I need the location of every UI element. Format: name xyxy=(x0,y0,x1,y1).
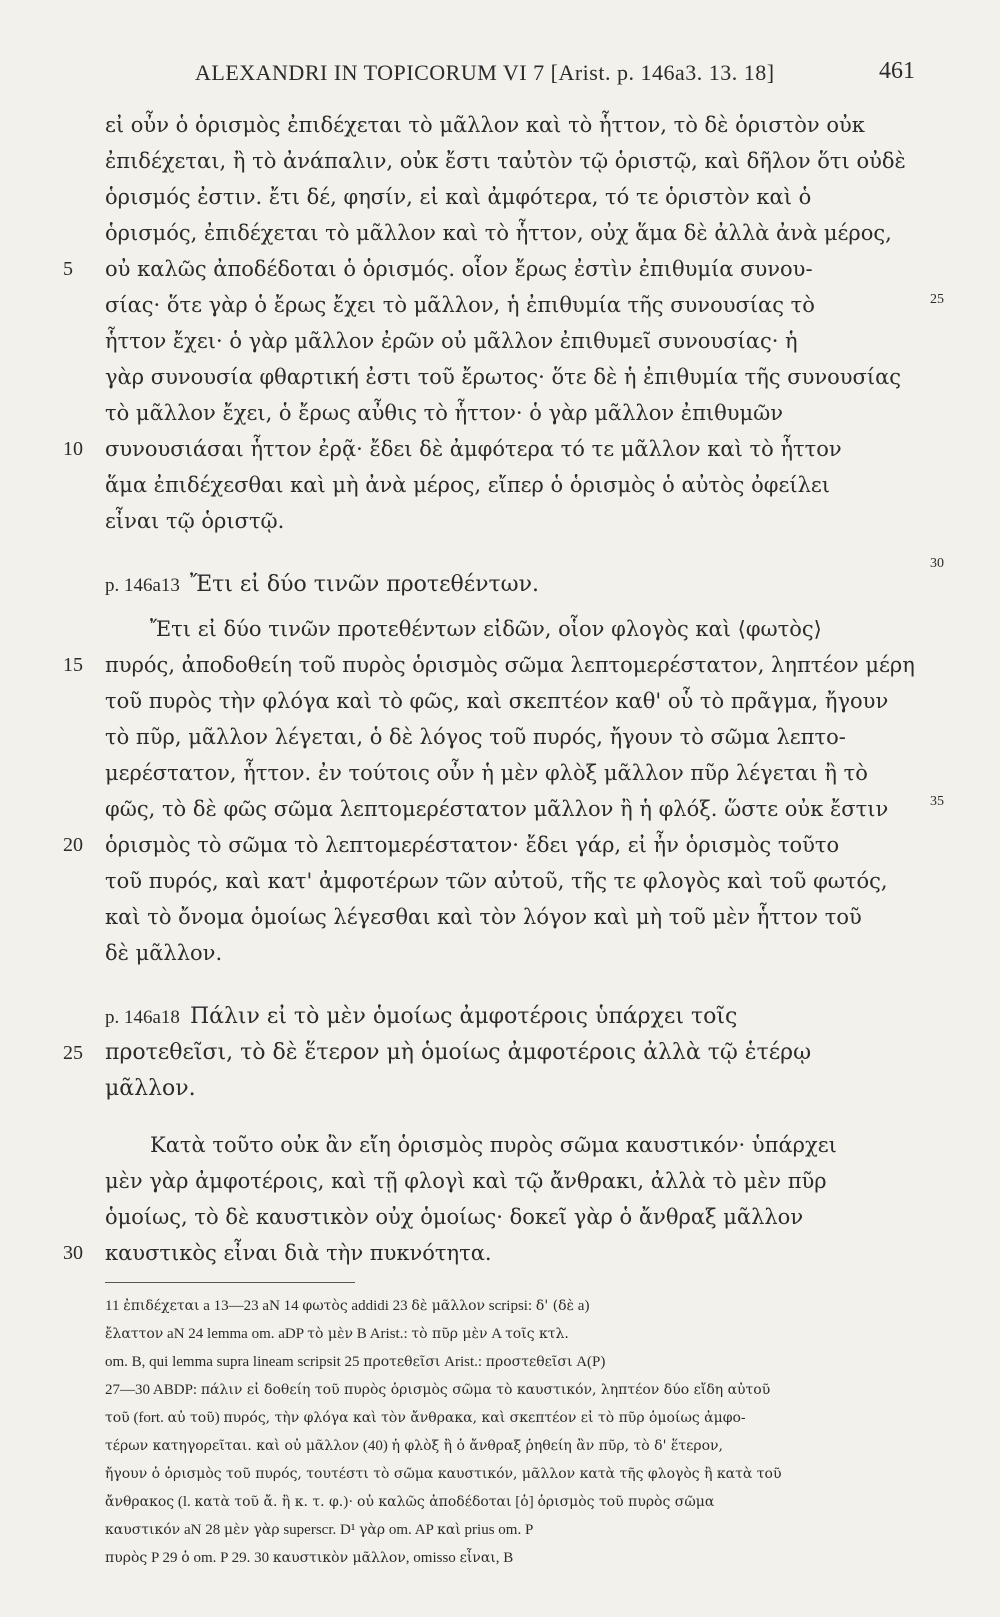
lemma-continuation: προτεθεῖσι, τὸ δὲ ἕτερον μὴ ὁμοίως ἀμφοτέροις ἀλλὰ τῷ ἑτέρῳ xyxy=(105,1040,812,1065)
text-line: ἐπιδέχεται, ἢ τὸ ἀνάπαλιν, οὐκ ἔστι ταὐτὸν τῷ ὁριστῷ, καὶ δῆλον ὅτι οὐδὲ xyxy=(105,149,906,173)
text-line: μὲν γὰρ ἀμφοτέροις, καὶ τῇ φλογὶ καὶ τῷ ἄνθρακι, ἀλλὰ τὸ μὲν πῦρ xyxy=(105,1169,827,1193)
running-title: ALEXANDRI IN TOPICORUM VI 7 [Arist. p. 146a3. 13. 18] xyxy=(195,60,775,85)
text-line: ὁμοίως, τὸ δὲ καυστικὸν οὐχ ὁμοίως· δοκεῖ γὰρ ὁ ἄνθραξ μᾶλλον xyxy=(105,1205,804,1229)
text-line: ὁρισμὸς τὸ σῶμα τὸ λεπτομερέστατον· ἔδει γάρ, εἰ ἦν ὁρισμὸς τοῦτο xyxy=(105,833,840,857)
line-number: 15 xyxy=(63,654,83,676)
footnote-line: ἄνθρακος (l. κατὰ τοῦ ἄ. ἢ κ. τ. φ.)· οὐ καλῶς ἀποδέδοται [ὁ] ὁρισμὸς τοῦ πυρὸς σῶμα xyxy=(105,1494,715,1510)
lemma-text: Ἔτι εἰ δύο τινῶν προτεθέντων. xyxy=(189,572,539,597)
footnote-line: καυστικόν aN 28 μὲν γὰρ superscr. D¹ γὰρ om. AP καὶ prius om. P xyxy=(105,1522,534,1538)
line-number: 25 xyxy=(63,1042,83,1064)
text-line: τὸ μᾶλλον ἔχει, ὁ ἔρως αὖθις τὸ ἧττον· ὁ γὰρ μᾶλλον ἐπιθυμῶν xyxy=(105,401,784,425)
line-number: 10 xyxy=(63,438,83,460)
page-number: 461 xyxy=(879,58,915,84)
lemma xyxy=(105,568,539,602)
footnote-line: τοῦ (fort. αὐ τοῦ) πυρός, τὴν φλόγα καὶ τὸν ἄνθρακα, καὶ σκεπτέον εἰ τὸ πῦρ ὁμοίως ἀμφο- xyxy=(105,1410,746,1426)
text-line: τὸ πῦρ, μᾶλλον λέγεται, ὁ δὲ λόγος τοῦ πυρός, ἤγουν τὸ σῶμα λεπτο- xyxy=(105,725,846,749)
footnote-line: 11 ἐπιδέχεται a 13—23 aN 14 φωτὸς addidi 23 δὲ μᾶλλον scripsi: δ' (δὲ a) xyxy=(105,1298,590,1314)
text-line: εἶναι τῷ ὁριστῷ. xyxy=(105,509,285,533)
footnote-rule xyxy=(105,1282,355,1283)
text-line: σίας· ὅτε γὰρ ὁ ἔρως ἔχει τὸ μᾶλλον, ἡ ἐπιθυμία τῆς συνουσίας τὸ xyxy=(105,293,815,317)
lemma-reference: p. 146a13 xyxy=(105,575,180,596)
line-number: 20 xyxy=(63,834,83,856)
footnote-line: ἤγουν ὁ ὁρισμὸς τοῦ πυρός, τουτέστι τὸ σῶμα καυστικόν, μᾶλλον κατὰ τῆς φλογὸς ἢ κατὰ τοῦ xyxy=(105,1466,782,1482)
margin-number: 25 xyxy=(930,292,944,307)
text-line: γὰρ συνουσία φθαρτική ἐστι τοῦ ἔρωτος· ὅτε δὲ ἡ ἐπιθυμία τῆς συνουσίας xyxy=(105,365,902,389)
line-number: 30 xyxy=(63,1242,83,1264)
footnote-line: τέρων κατηγορεῖται. καὶ οὐ μᾶλλον (40) ἡ φλὸξ ἢ ὁ ἄνθραξ ῥηθείη ἂν πῦρ, τὸ δ' ἕτερον, xyxy=(105,1438,724,1454)
margin-number: 30 xyxy=(930,556,944,571)
text-line: δὲ μᾶλλον. xyxy=(105,941,223,965)
line-number: 5 xyxy=(63,258,73,280)
text-line: Ἔτι εἰ δύο τινῶν προτεθέντων εἰδῶν, οἷον φλογὸς καὶ ⟨φωτὸς⟩ xyxy=(150,617,822,641)
margin-number: 35 xyxy=(930,794,944,809)
footnote-line: om. B, qui lemma supra lineam scripsit 25 προτεθεῖσι Arist.: προστεθεῖσι A(P) xyxy=(105,1354,606,1370)
running-header xyxy=(0,58,1000,98)
lemma xyxy=(105,1000,737,1034)
lemma-text: Πάλιν εἰ τὸ μὲν ὁμοίως ἀμφοτέροις ὑπάρχει τοῖς xyxy=(189,1004,738,1029)
text-line: ὁρισμός, ἐπιδέχεται τὸ μᾶλλον καὶ τὸ ἧττον, οὐχ ἅμα δὲ ἀλλὰ ἀνὰ μέρος, xyxy=(105,221,892,245)
text-line: ὁρισμός ἐστιν. ἔτι δέ, φησίν, εἰ καὶ ἀμφότερα, τό τε ὁριστὸν καὶ ὁ xyxy=(105,185,812,209)
text-line: ἅμα ἐπιδέχεσθαι καὶ μὴ ἀνὰ μέρος, εἴπερ ὁ ὁρισμὸς ὁ αὐτὸς ὀφείλει xyxy=(105,473,831,497)
text-line: Κατὰ τοῦτο οὐκ ἂν εἴη ὁρισμὸς πυρὸς σῶμα καυστικόν· ὑπάρχει xyxy=(150,1133,837,1157)
footnote-line: 27—30 ABDP: πάλιν εἰ δοθείη τοῦ πυρὸς ὁρισμὸς σῶμα τὸ καυστικόν, ληπτέον δύο εἴδη αὐτοῦ xyxy=(105,1382,771,1398)
footnote-line: πυρὸς P 29 ὁ om. P 29. 30 καυστικὸν μᾶλλον, omisso εἶναι, B xyxy=(105,1550,514,1566)
text-line: οὐ καλῶς ἀποδέδοται ὁ ὁρισμός. οἷον ἔρως ἐστὶν ἐπιθυμία συνου- xyxy=(105,257,813,281)
text-line: καυστικὸς εἶναι διὰ τὴν πυκνότητα. xyxy=(105,1241,492,1265)
text-line: μερέστατον, ἧττον. ἐν τούτοις οὖν ἡ μὲν φλὸξ μᾶλλον πῦρ λέγεται ἢ τὸ xyxy=(105,761,868,785)
text-line: τοῦ πυρός, καὶ κατ' ἀμφοτέρων τῶν αὐτοῦ, τῆς τε φλογὸς καὶ τοῦ φωτός, xyxy=(105,869,888,893)
footnote-line: ἔλαττον aN 24 lemma om. aDP τὸ μὲν B Arist.: τὸ πῦρ μὲν A τοῖς κτλ. xyxy=(105,1326,569,1342)
text-line: συνουσιάσαι ἧττον ἐρᾷ· ἔδει δὲ ἀμφότερα τό τε μᾶλλον καὶ τὸ ἧττον xyxy=(105,437,842,461)
text-line: ἧττον ἔχει· ὁ γὰρ μᾶλλον ἐρῶν οὐ μᾶλλον ἐπιθυμεῖ συνουσίας· ἡ xyxy=(105,329,798,353)
text-line: πυρός, ἀποδοθείη τοῦ πυρὸς ὁρισμὸς σῶμα λεπτομερέστατον, ληπτέον μέρη xyxy=(105,653,915,677)
text-line: τοῦ πυρὸς τὴν φλόγα καὶ τὸ φῶς, καὶ σκεπτέον καθ' οὗ τὸ πρᾶγμα, ἤγουν xyxy=(105,689,889,713)
lemma-continuation: μᾶλλον. xyxy=(105,1076,196,1101)
text-line: εἰ οὖν ὁ ὁρισμὸς ἐπιδέχεται τὸ μᾶλλον καὶ τὸ ἧττον, τὸ δὲ ὁριστὸν οὐκ xyxy=(105,113,865,137)
lemma-reference: p. 146a18 xyxy=(105,1007,180,1028)
text-line: φῶς, τὸ δὲ φῶς σῶμα λεπτομερέστατον μᾶλλον ἢ ἡ φλόξ. ὥστε οὐκ ἔστιν xyxy=(105,797,889,821)
text-line: καὶ τὸ ὄνομα ὁμοίως λέγεσθαι καὶ τὸν λόγον καὶ μὴ τοῦ μὲν ἧττον τοῦ xyxy=(105,905,862,929)
